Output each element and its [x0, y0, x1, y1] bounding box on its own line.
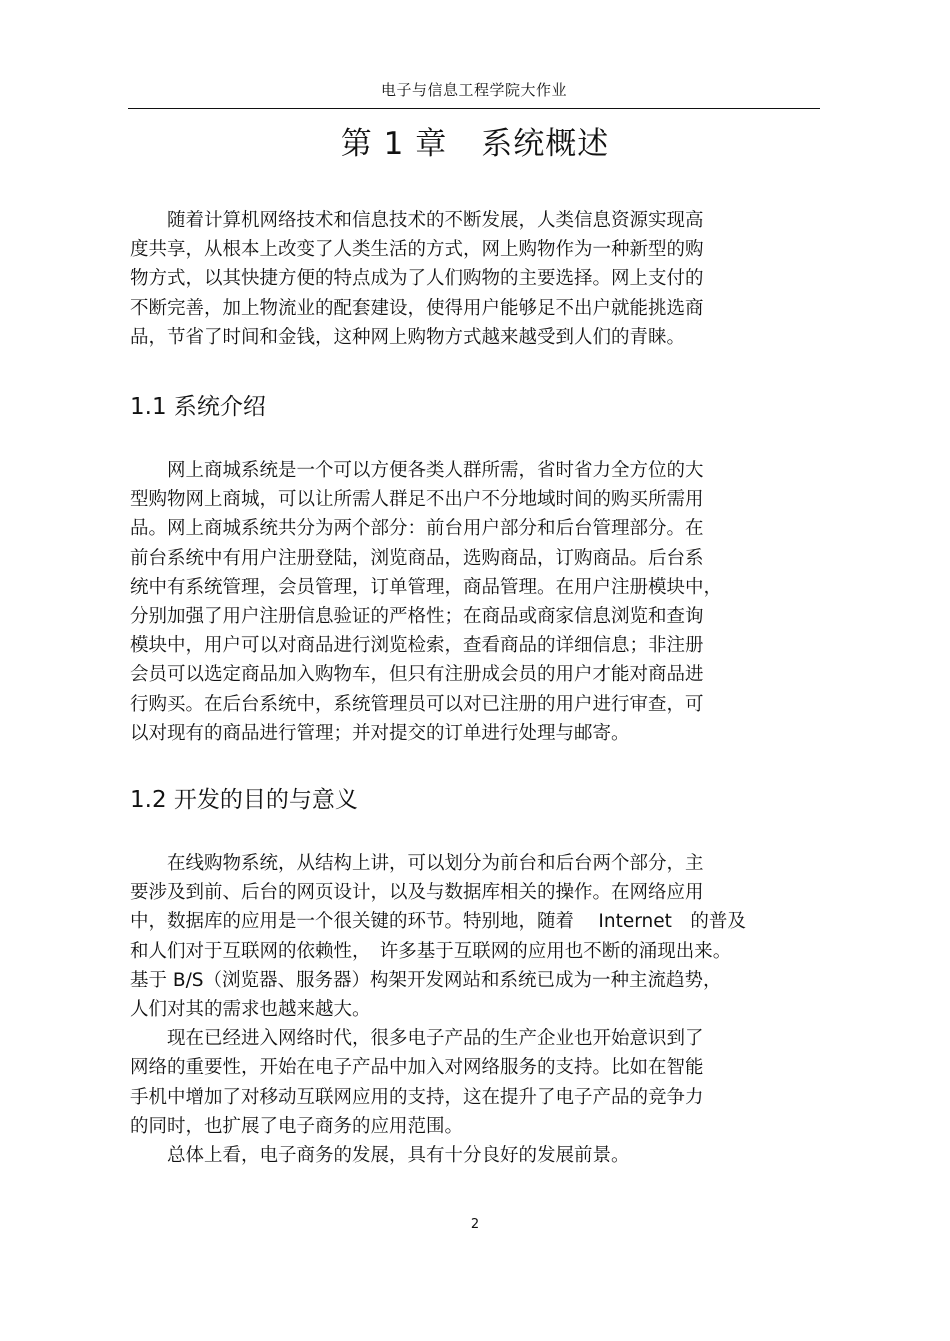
paragraph-line: 品。网上商城系统共分为两个部分：前台用户部分和后台管理部分。在 — [130, 518, 704, 540]
paragraph-line: 现在已经进入网络时代，很多电子产品的生产企业也开始意识到了 — [167, 1028, 704, 1050]
page-number: 2 — [470, 1217, 480, 1232]
paragraph-line: 分别加强了用户注册信息验证的严格性；在商品或商家信息浏览和查询 — [130, 605, 704, 627]
paragraph-line: 型购物网上商城，可以让所需人群足不出户不分地域时间的购买所需用 — [130, 489, 704, 511]
chapter-number: 第 1 章 — [340, 126, 448, 162]
paragraph-line: 手机中增加了对移动互联网应用的支持，这在提升了电子产品的竞争力 — [130, 1086, 704, 1108]
paragraph-line: 和人们对于互联网的依赖性， 许多基于互联网的应用也不断的涌现出来。 — [130, 940, 732, 962]
paragraph-line: 统中有系统管理，会员管理，订单管理，商品管理。在用户注册模块中， — [130, 576, 723, 598]
paragraph-line: 中，数据库的应用是一个很关键的环节。特别地，随着 Internet 的普及 — [130, 911, 746, 933]
header-divider — [128, 108, 820, 109]
paragraph-line: 人们对其的需求也越来越大。 — [130, 998, 371, 1020]
paragraph-line: 不断完善，加上物流业的配套建设，使得用户能够足不出户就能挑选商 — [130, 297, 704, 319]
section-heading-1-2: 1.2 开发的目的与意义 — [130, 787, 358, 813]
paragraph-line: 网络的重要性，开始在电子产品中加入对网络服务的支持。比如在智能 — [130, 1057, 704, 1079]
chapter-title — [0, 124, 950, 164]
paragraph-line: 会员可以选定商品加入购物车，但只有注册成会员的用户才能对商品进 — [130, 664, 704, 686]
running-header: 电子与信息工程学院大作业 — [380, 81, 567, 99]
section-1-2-paragraphs — [130, 849, 830, 1170]
paragraph-line: 总体上看，电子商务的发展，具有十分良好的发展前景。 — [167, 1144, 630, 1166]
paragraph-line: 前台系统中有用户注册登陆，浏览商品，选购商品，订购商品。后台系 — [130, 547, 704, 569]
paragraph-line: 模块中，用户可以对商品进行浏览检索，查看商品的详细信息；非注册 — [130, 635, 704, 657]
paragraph-line: 物方式，以其快捷方便的特点成为了人们购物的主要选择。网上支付的 — [130, 268, 704, 290]
paragraph-line: 基于 B/S（浏览器、服务器）构架开发网站和系统已成为一种主流趋势， — [130, 969, 722, 991]
paragraph-line: 品，节省了时间和金钱，这种网上购物方式越来越受到人们的青睐。 — [130, 326, 686, 348]
chapter-name: 系统概述 — [481, 126, 610, 162]
paragraph-line: 在线购物系统，从结构上讲，可以划分为前台和后台两个部分，主 — [167, 853, 704, 874]
section-1-1-paragraph — [130, 456, 830, 748]
intro-paragraph — [130, 206, 830, 352]
section-heading-1-1: 1.1 系统介绍 — [130, 394, 266, 420]
paragraph-line: 网上商城系统是一个可以方便各类人群所需，省时省力全方位的大 — [167, 460, 704, 481]
paragraph-line: 以对现有的商品进行管理；并对提交的订单进行处理与邮寄。 — [130, 722, 630, 744]
paragraph-line: 随着计算机网络技术和信息技术的不断发展，人类信息资源实现高 — [167, 210, 704, 231]
paragraph-line: 行购买。在后台系统中，系统管理员可以对已注册的用户进行审查，可 — [130, 693, 704, 715]
paragraph-line: 度共享，从根本上改变了人类生活的方式，网上购物作为一种新型的购 — [130, 239, 704, 261]
paragraph-line: 的同时，也扩展了电子商务的应用范围。 — [130, 1115, 464, 1137]
paragraph-line: 要涉及到前、后台的网页设计，以及与数据库相关的操作。在网络应用 — [130, 882, 704, 904]
